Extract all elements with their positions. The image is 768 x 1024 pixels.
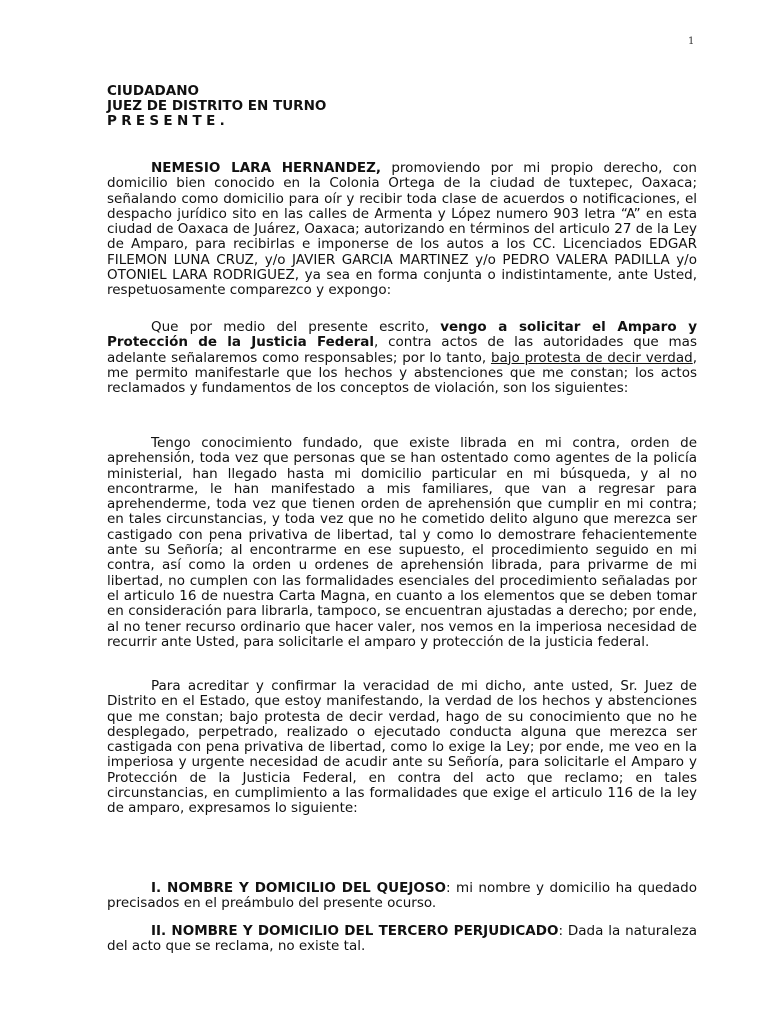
section-quejoso [107,881,697,912]
paragraph-request [107,320,697,396]
section-tercero-text: : Dada la naturaleza del acto que se reclama, no existe tal. [107,923,697,955]
paragraph-introduction [107,161,697,299]
paragraph-request-underline: bajo protesta de decir verdad [490,349,693,366]
heading-line-ciudadano: CIUDADANO [107,83,199,99]
petitioner-name: NEMESIO LARA HERNANDEZ, [151,160,382,176]
paragraph-introduction-text: promoviendo por mi propio derecho, con domicilio bien conocido en la Colonia Ortega de la ciudad de tuxtepec, Oaxaca; señalando como domicilio para oír y recibir toda clase de acuerdos o notificaciones, el despacho jurídico sito en las calles de Armenta y López numero 903 letra “A” en esta ciudad de Oaxaca de Juárez, Oaxaca; autorizando en términos del articulo 27 de la Ley de Amparo, para recibirlas e imponerse de los autos a los CC. Licenciados EDGAR FILEMON LUNA CRUZ, y/o JAVIER GARCIA MARTINEZ y/o PEDRO VALERA PADILLA y/o OTONIEL LARA RODRIGUEZ, ya sea en forma conjunta o indistintamente, ante Usted, respetuosamente comparezco y expongo: [107,160,697,299]
heading-line-juez: JUEZ DE DISTRITO EN TURNO [107,98,327,114]
heading-line-presente: PRESENTE. [107,113,230,129]
section-tercero-perjudicado [107,924,697,955]
paragraph-request-bold: vengo a solicitar el Amparo y Protección de la Justicia Federal [107,319,697,351]
section-quejoso-text: : mi nombre y domicilio ha quedado precisados en el preámbulo del presente ocurso. [107,880,697,912]
paragraph-request-text-2: , contra actos de las autoridades que mas adelante señalaremos como responsables; por lo tanto, [107,334,697,366]
page-number: 1 [688,36,695,47]
paragraph-accreditation: Para acreditar y confirmar la veracidad de mi dicho, ante usted, Sr. Juez de Distrito en el Estado, que estoy manifestando, la verdad de los hechos y abstenciones que me constan; bajo protesta de decir verdad, hago de su conocimiento que no he desplegado, perpetrado, realizado o ejecutado conducta alguna que merezca ser castigada con pena privativa de libertad, como lo exige la Ley; por ende, me veo en la imperiosa y urgente necesidad de acudir ante su Señoría, para solicitarle el Amparo y Protección de la Justicia Federal, en contra del acto que reclamo; en tales circunstancias, en cumplimiento a las formalidades que exige el articulo 116 de la ley de amparo, expresamos lo siguiente: [107,678,697,817]
paragraph-facts: Tengo conocimiento fundado, que existe librada en mi contra, orden de aprehensión, toda vez que personas que se han ostentado como agentes de la policía ministerial, han llegado hasta mi domicilio particular en mi búsqueda, y al no encontrarme, le han manifestado a mis familiares, que van a regresar para aprehenderme, toda vez que tienen orden de aprehensión que cumplir en mi contra; en tales circunstancias, y toda vez que no he cometido delito alguno que merezca ser castigado con pena privativa de libertad, tal y como lo demostrare fehacientemente ante su Señoría; al encontrarme en ese supuesto, el procedimiento seguido en mi contra, así como la orden u ordenes de aprehensión librada, para privarme de mi libertad, no cumplen con las formalidades esenciales del procedimiento señaladas por el articulo 16 de nuestra Carta Magna, en cuanto a los elementos que se deben tomar en consideración para librarla, tampoco, se encuentran ajustadas a derecho; por ende, al no tener recurso ordinario que hacer valer, nos vemos en la imperiosa necesidad de recurrir ante Usted, para solicitarle el amparo y protección de la justicia federal. [107,435,697,650]
section-quejoso-title: I. NOMBRE Y DOMICILIO DEL QUEJOSO [151,880,447,896]
addressee-heading [107,84,326,129]
paragraph-request-text-3: , me permito manifestarle que los hechos y abstenciones que me constan; los actos reclamados y fundamentos de los conceptos de violación, son los siguientes: [107,349,698,397]
section-tercero-title: II. NOMBRE Y DOMICILIO DEL TERCERO PERJUDICADO [151,923,559,939]
paragraph-request-text-1: Que por medio del presente escrito, [151,319,441,335]
